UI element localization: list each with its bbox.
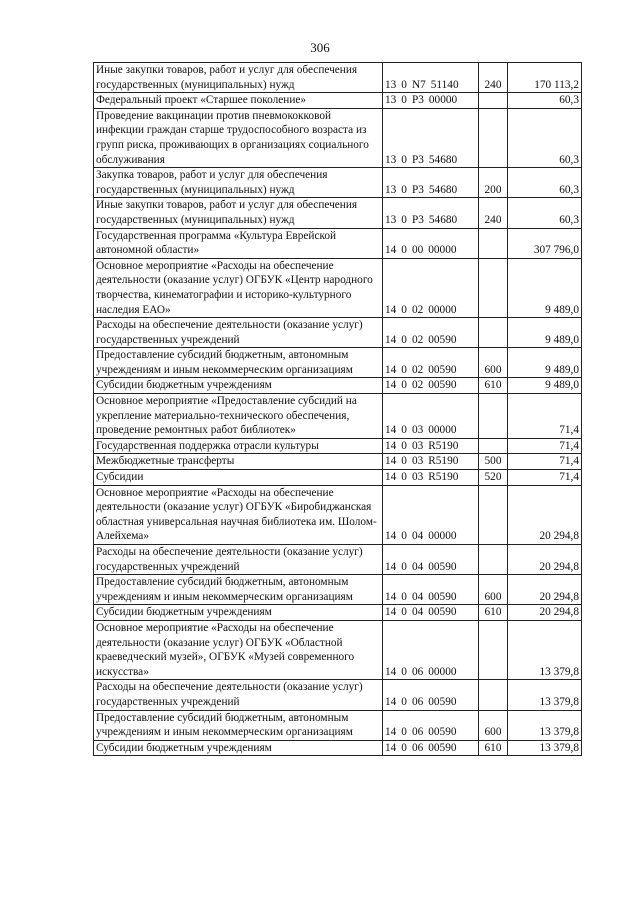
row-expense-type xyxy=(479,680,508,710)
row-expense-type xyxy=(479,258,508,317)
row-code xyxy=(383,470,479,486)
code-segment: 0 xyxy=(401,695,407,708)
code-segment: 0 xyxy=(401,439,407,452)
row-description: Основное мероприятие «Расходы на обеспечение деятельности (оказание услуг) ОГБУК «Центр народного творчества, кинематографии и историко-культурного наследия ЕАО» xyxy=(94,258,383,317)
code-segment: 00000 xyxy=(428,303,457,316)
code-segment: N7 xyxy=(411,78,426,91)
table-row xyxy=(94,348,582,378)
code-segment: 03 xyxy=(411,455,424,468)
code-segment: 13 xyxy=(385,78,397,91)
code-segment: 04 xyxy=(411,590,424,603)
code-segments xyxy=(385,529,476,544)
code-segment: R5190 xyxy=(428,439,459,452)
row-amount: 20 294,8 xyxy=(508,605,582,621)
row-description: Предоставление субсидий бюджетным, автономным учреждениям и иным некоммерческим организациям xyxy=(94,575,383,605)
row-code xyxy=(383,454,479,470)
row-expense-type: 600 xyxy=(479,348,508,378)
code-segments xyxy=(385,153,476,168)
code-segment: 00590 xyxy=(428,379,457,392)
code-segment: 0 xyxy=(401,726,407,739)
row-amount: 60,3 xyxy=(508,198,582,228)
code-segment: 06 xyxy=(411,665,424,678)
code-segment: 0 xyxy=(401,665,407,678)
row-description: Основное мероприятие «Расходы на обеспечение деятельности (оказание услуг) ОГБУК «Областной краеведческий музей», ОГБУК «Музей современного искусства» xyxy=(94,620,383,679)
code-segment: 14 xyxy=(385,726,397,739)
code-segment: 14 xyxy=(385,333,397,346)
row-expense-type: 600 xyxy=(479,575,508,605)
code-segment: 0 xyxy=(401,78,407,91)
code-segment: 14 xyxy=(385,665,397,678)
row-code xyxy=(383,168,479,198)
row-code xyxy=(383,575,479,605)
code-segment: 02 xyxy=(411,303,424,316)
row-amount: 60,3 xyxy=(508,93,582,109)
row-code xyxy=(383,228,479,258)
code-segment: 0 xyxy=(401,244,407,257)
row-code xyxy=(383,605,479,621)
row-code xyxy=(383,198,479,228)
row-code xyxy=(383,394,479,439)
row-description: Закупка товаров, работ и услуг для обеспечения государственных (муниципальных) нужд xyxy=(94,168,383,198)
code-segments xyxy=(385,378,476,393)
code-segment: 02 xyxy=(411,363,424,376)
code-segments xyxy=(385,741,476,756)
code-segment: P3 xyxy=(411,153,424,166)
row-expense-type xyxy=(479,228,508,258)
code-segment: 14 xyxy=(385,741,397,754)
code-segment: 14 xyxy=(385,244,397,257)
row-amount: 307 796,0 xyxy=(508,228,582,258)
code-segment: P3 xyxy=(411,213,424,226)
row-code xyxy=(383,710,479,740)
code-segment: 14 xyxy=(385,424,397,437)
code-segment: 0 xyxy=(401,333,407,346)
code-segment: 13 xyxy=(385,153,397,166)
row-amount: 60,3 xyxy=(508,108,582,167)
row-expense-type xyxy=(479,108,508,167)
code-segments xyxy=(385,725,476,740)
code-segment: R5190 xyxy=(428,471,459,484)
row-code xyxy=(383,378,479,394)
code-segment: 14 xyxy=(385,471,397,484)
row-expense-type xyxy=(479,318,508,348)
code-segments xyxy=(385,243,476,258)
code-segment: 00590 xyxy=(428,726,457,739)
code-segment: 00000 xyxy=(428,665,457,678)
row-amount: 60,3 xyxy=(508,168,582,198)
code-segment: 06 xyxy=(411,695,424,708)
code-segment: 06 xyxy=(411,726,424,739)
code-segment: 0 xyxy=(401,379,407,392)
table-row xyxy=(94,93,582,109)
code-segment: 14 xyxy=(385,560,397,573)
row-amount: 20 294,8 xyxy=(508,575,582,605)
code-segments xyxy=(385,454,476,469)
code-segment: 03 xyxy=(411,471,424,484)
code-segment: 14 xyxy=(385,455,397,468)
row-amount: 71,4 xyxy=(508,470,582,486)
code-segment: 0 xyxy=(401,213,407,226)
row-description: Предоставление субсидий бюджетным, автономным учреждениям и иным некоммерческим организациям xyxy=(94,348,383,378)
row-expense-type: 610 xyxy=(479,605,508,621)
code-segment: 04 xyxy=(411,560,424,573)
row-code xyxy=(383,348,479,378)
row-amount: 71,4 xyxy=(508,394,582,439)
code-segments xyxy=(385,605,476,620)
table-row xyxy=(94,168,582,198)
row-description: Субсидии xyxy=(94,470,383,486)
row-amount: 9 489,0 xyxy=(508,318,582,348)
code-segment: 00000 xyxy=(428,244,457,257)
row-expense-type xyxy=(479,394,508,439)
code-segment: 0 xyxy=(401,455,407,468)
code-segment: 0 xyxy=(401,303,407,316)
row-description: Предоставление субсидий бюджетным, автономным учреждениям и иным некоммерческим организациям xyxy=(94,710,383,740)
code-segments xyxy=(385,470,476,485)
code-segment: 00590 xyxy=(428,333,457,346)
row-expense-type: 610 xyxy=(479,740,508,756)
row-expense-type xyxy=(479,93,508,109)
row-description: Расходы на обеспечение деятельности (оказание услуг) государственных учреждений xyxy=(94,680,383,710)
table-row xyxy=(94,710,582,740)
code-segment: 54680 xyxy=(428,183,458,196)
table-row xyxy=(94,394,582,439)
row-description: Основное мероприятие «Расходы на обеспечение деятельности (оказание услуг) ОГБУК «Биробиджанская областная универсальная научная библиотека им. Шолом-Алейхема» xyxy=(94,485,383,544)
code-segment: 0 xyxy=(401,560,407,573)
row-description: Государственная программа «Культура Еврейской автономной области» xyxy=(94,228,383,258)
row-amount: 9 489,0 xyxy=(508,258,582,317)
code-segment: 0 xyxy=(401,471,407,484)
row-amount: 13 379,8 xyxy=(508,620,582,679)
code-segment: 0 xyxy=(401,606,407,619)
code-segment: 14 xyxy=(385,439,397,452)
code-segment: 02 xyxy=(411,333,424,346)
row-description: Федеральный проект «Старшее поколение» xyxy=(94,93,383,109)
row-amount: 9 489,0 xyxy=(508,378,582,394)
code-segment: 00590 xyxy=(428,606,457,619)
table-row xyxy=(94,258,582,317)
code-segment: 14 xyxy=(385,303,397,316)
row-expense-type xyxy=(479,545,508,575)
row-description: Проведение вакцинации против пневмококковой инфекции граждан старше трудоспособного возраста из групп риска, проживающих в организациях социального обслуживания xyxy=(94,108,383,167)
code-segments xyxy=(385,695,476,710)
row-description: Субсидии бюджетным учреждениям xyxy=(94,605,383,621)
row-expense-type: 200 xyxy=(479,168,508,198)
row-expense-type: 610 xyxy=(479,378,508,394)
row-amount: 20 294,8 xyxy=(508,545,582,575)
code-segment: 51140 xyxy=(430,78,459,91)
row-amount: 20 294,8 xyxy=(508,485,582,544)
row-code xyxy=(383,93,479,109)
row-expense-type: 500 xyxy=(479,454,508,470)
code-segment: 00000 xyxy=(428,94,458,107)
row-code xyxy=(383,318,479,348)
code-segments xyxy=(385,333,476,348)
code-segment: 0 xyxy=(401,183,407,196)
row-code xyxy=(383,63,479,93)
row-expense-type: 240 xyxy=(479,63,508,93)
row-code xyxy=(383,485,479,544)
code-segment: 13 xyxy=(385,213,397,226)
row-code xyxy=(383,258,479,317)
row-amount: 13 379,8 xyxy=(508,740,582,756)
code-segments xyxy=(385,93,476,108)
code-segment: 14 xyxy=(385,606,397,619)
code-segment: 0 xyxy=(401,590,407,603)
row-amount: 9 489,0 xyxy=(508,348,582,378)
row-description: Иные закупки товаров, работ и услуг для обеспечения государственных (муниципальных) нужд xyxy=(94,63,383,93)
row-expense-type xyxy=(479,620,508,679)
code-segments xyxy=(385,303,476,318)
code-segment: 0 xyxy=(401,94,407,107)
code-segment: 0 xyxy=(401,363,407,376)
code-segment: 03 xyxy=(411,424,424,437)
row-code xyxy=(383,680,479,710)
code-segment: 03 xyxy=(411,439,424,452)
code-segment: 00590 xyxy=(428,560,457,573)
row-code xyxy=(383,620,479,679)
row-description: Субсидии бюджетным учреждениям xyxy=(94,740,383,756)
row-description: Расходы на обеспечение деятельности (оказание услуг) государственных учреждений xyxy=(94,318,383,348)
code-segments xyxy=(385,439,476,454)
code-segment: 13 xyxy=(385,183,397,196)
row-code xyxy=(383,438,479,454)
code-segments xyxy=(385,665,476,680)
code-segments xyxy=(385,78,476,93)
code-segment: 00000 xyxy=(428,530,457,543)
code-segment: 0 xyxy=(401,153,407,166)
row-expense-type xyxy=(479,438,508,454)
code-segment: 13 xyxy=(385,94,397,107)
table-row xyxy=(94,108,582,167)
code-segment: 14 xyxy=(385,695,397,708)
table-row xyxy=(94,680,582,710)
code-segments xyxy=(385,363,476,378)
code-segments xyxy=(385,560,476,575)
code-segment: 00590 xyxy=(428,695,457,708)
code-segment: R5190 xyxy=(428,455,459,468)
code-segment: 54680 xyxy=(428,213,458,226)
row-amount: 71,4 xyxy=(508,454,582,470)
code-segment: 00590 xyxy=(428,590,457,603)
table-row xyxy=(94,63,582,93)
table-row xyxy=(94,545,582,575)
table-row xyxy=(94,378,582,394)
row-description: Межбюджетные трансферты xyxy=(94,454,383,470)
code-segment: 14 xyxy=(385,530,397,543)
code-segment: 0 xyxy=(401,741,407,754)
code-segments xyxy=(385,213,476,228)
page-number: 306 xyxy=(310,40,330,55)
code-segments xyxy=(385,183,476,198)
row-description: Иные закупки товаров, работ и услуг для обеспечения государственных (муниципальных) нужд xyxy=(94,198,383,228)
row-code xyxy=(383,545,479,575)
table-row xyxy=(94,454,582,470)
code-segment: 14 xyxy=(385,590,397,603)
row-expense-type: 240 xyxy=(479,198,508,228)
row-expense-type: 520 xyxy=(479,470,508,486)
table-row xyxy=(94,575,582,605)
code-segment: 04 xyxy=(411,530,424,543)
row-description: Государственная поддержка отрасли культуры xyxy=(94,438,383,454)
code-segment: 00 xyxy=(411,244,424,257)
row-description: Основное мероприятие «Предоставление субсидий на укрепление материально-технического обеспечения, проведение ремонтных работ библиотек» xyxy=(94,394,383,439)
row-code xyxy=(383,108,479,167)
row-expense-type xyxy=(479,485,508,544)
table-row xyxy=(94,198,582,228)
code-segment: P3 xyxy=(411,94,424,107)
row-amount: 170 113,2 xyxy=(508,63,582,93)
row-expense-type: 600 xyxy=(479,710,508,740)
table-row xyxy=(94,485,582,544)
code-segment: 02 xyxy=(411,379,424,392)
table-row xyxy=(94,605,582,621)
row-amount: 71,4 xyxy=(508,438,582,454)
code-segment: 06 xyxy=(411,741,424,754)
code-segments xyxy=(385,590,476,605)
code-segment: 14 xyxy=(385,363,397,376)
code-segment: 00000 xyxy=(428,424,457,437)
code-segment: 0 xyxy=(401,530,407,543)
code-segment: 14 xyxy=(385,379,397,392)
table-row xyxy=(94,228,582,258)
code-segment: 0 xyxy=(401,424,407,437)
table-row xyxy=(94,620,582,679)
code-segment: 00590 xyxy=(428,363,457,376)
table-row xyxy=(94,438,582,454)
code-segment: 54680 xyxy=(428,153,458,166)
row-amount: 13 379,8 xyxy=(508,710,582,740)
table-row xyxy=(94,470,582,486)
code-segments xyxy=(385,423,476,438)
row-code xyxy=(383,740,479,756)
row-amount: 13 379,8 xyxy=(508,680,582,710)
budget-table-body xyxy=(94,63,582,756)
row-description: Расходы на обеспечение деятельности (оказание услуг) государственных учреждений xyxy=(94,545,383,575)
table-row xyxy=(94,740,582,756)
budget-table xyxy=(93,62,582,756)
table-row xyxy=(94,318,582,348)
code-segment: 00590 xyxy=(428,741,457,754)
code-segment: P3 xyxy=(411,183,424,196)
code-segment: 04 xyxy=(411,606,424,619)
row-description: Субсидии бюджетным учреждениям xyxy=(94,378,383,394)
